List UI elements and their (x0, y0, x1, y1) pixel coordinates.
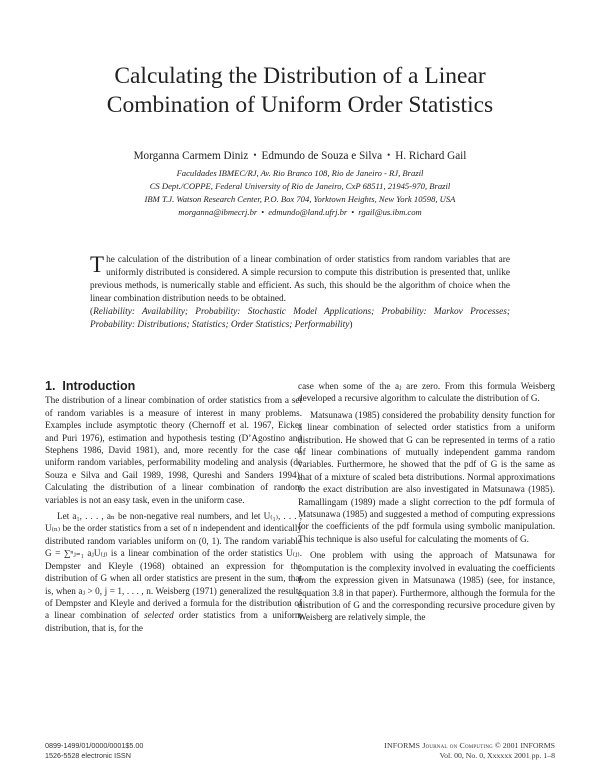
section-title: Introduction (62, 379, 136, 393)
paragraph (45, 510, 302, 634)
journal-volume: Vol. 00, No. 0, Xxxxxx 2001 pp. 1–8 (439, 750, 555, 760)
author-name: H. Richard Gail (395, 150, 467, 162)
journal-name: INFORMS Journal on Computing (384, 741, 493, 750)
paragraph: case when some of the aⱼ are zero. From this formula Weisberg developed a recursive algorithm to calculate the distribution of G. (298, 381, 555, 404)
author-name: Morganna Carmem Diniz (133, 150, 249, 162)
author-separator: • (253, 150, 257, 160)
footer-issn (45, 741, 143, 760)
title-line-2: Combination of Uniform Order Statistics (106, 92, 494, 118)
title-line-1: Calculating the Distribution of a Linear (114, 63, 486, 89)
paper-title (40, 62, 560, 120)
section-number: 1. (45, 379, 56, 393)
footer-journal (384, 741, 555, 760)
journal-line (384, 741, 555, 751)
email-address: rgail@us.ibm.com (358, 207, 422, 217)
email-list (40, 206, 560, 219)
keywords-text: Reliability: Availability; Probability: Stochastic Model Applications; Probability: Markov Processes; Probability: Distributions; Statistics; Order Statistics; Performability (90, 307, 510, 330)
email-separator: • (351, 207, 355, 217)
keywords-close-paren: ) (349, 320, 353, 330)
section-heading (45, 380, 302, 392)
affiliation-line: CS Dept./COPPE, Federal University of Rio de Janeiro, CxP 68511, 21945-970, Brazil (149, 181, 451, 191)
emphasis-text: selected (144, 610, 174, 621)
affiliations (40, 167, 560, 219)
paragraph-text: Let a₁, . . . , aₙ be non-negative real numbers, and let U₍₁₎, . . . , U₍ₙ₎ be the order statistics from a set of n independent and identically distributed random variables uniform on (0, 1). The random variable G = ∑ⁿⱼ₌₁ aⱼU₍ⱼ₎ is a linear combination of the order statistics U₍ⱼ₎. Dempster and Kleyle (1968) obtained an expression for the distribution of G when all order statistics are present in the sum, that is, when aⱼ > 0, j = 1, . . . , n. Weisberg (1971) generalized the results of Dempster and Kleyle and derived a formula for the distribution of a linear combination of (45, 511, 302, 621)
issn-electronic: 1526-5528 electronic ISSN (45, 750, 131, 760)
author-list (40, 150, 560, 162)
author-separator: • (387, 150, 391, 160)
abstract-body: The calculation of the distribution of a linear combination of order statistics from random variables that are uniformly distributed is considered. A simple recursion to compute this distribution is presented that, unlike previous methods, is numerically stable and efficient. As such, this should be the algorithm of choice when the linear combination distribution needs to be obtained. (90, 252, 510, 304)
issn-print: 0899-1499/01/0000/0001$5.00 (45, 741, 144, 750)
paragraph: The distribution of a linear combination of order statistics from a set of random variables is a measure of interest in many problems. Examples include asymptotic theory (Chernoff et al. 1967, Eicker and Puri 1976), estimation and hypothesis testing (D’Agostino and Stephens 1986, David 1981), and, more recently for the case of uniform random variables, performability modeling and analysis (de Souza e Silva and Gail 1989, 1998, Qureshi and Sanders 1994). Calculating the distribution of a linear combination of random variables is not an easy task, even in the uniform case. (45, 395, 302, 505)
email-address: morganna@ibmecrj.br (178, 207, 258, 217)
paragraph-text: order statistics from a uniform distribution, that is, for the (45, 610, 302, 633)
affiliation-line: Faculdades IBMEC/RJ, Av. Rio Branco 108, Rio de Janeiro - RJ, Brazil (176, 168, 424, 178)
left-column (45, 380, 302, 634)
affiliation-line: IBM T.J. Watson Research Center, P.O. Box 704, Yorktown Heights, New York 10598, USA (144, 194, 456, 204)
author-name: Edmundo de Souza e Silva (261, 150, 383, 162)
abstract-keywords (90, 306, 510, 332)
abstract (90, 254, 510, 332)
journal-copyright: © 2001 INFORMS (494, 741, 555, 750)
paragraph: One problem with using the approach of Matsunawa for computation is the complexity involved in evaluating the coefficients from the expression given in Matsunawa (1985) (see, for instance, equation 3.8 in that paper). Furthermore, although the formula for the distribution of G and the corresponding recursive procedure given by Weisberg are relatively simple, the (298, 550, 555, 623)
email-address: edmundo@land.ufrj.br (268, 207, 348, 217)
paragraph: Matsunawa (1985) considered the probability density function for a linear combination of selected order statistics from a uniform distribution. He showed that G can be represented in terms of a ratio of linear combinations of mutually independent gamma random variables. Furthermore, he showed that the pdf of G is the same as that of a mixture of scaled beta distributions. Normal approximations to the exact distribution are also investigated in Matsunawa (1985). Ramallingam (1989) made a slight correction to the pdf formula of Matsunawa (1985) and suggested a method of computing expressions for the coefficients of the pdf formula using symbolic manipulation. This technique is also useful for calculating the moments of G. (298, 409, 555, 544)
keywords-open-paren: ( (90, 307, 94, 317)
right-column (298, 380, 555, 624)
email-separator: • (261, 207, 265, 217)
